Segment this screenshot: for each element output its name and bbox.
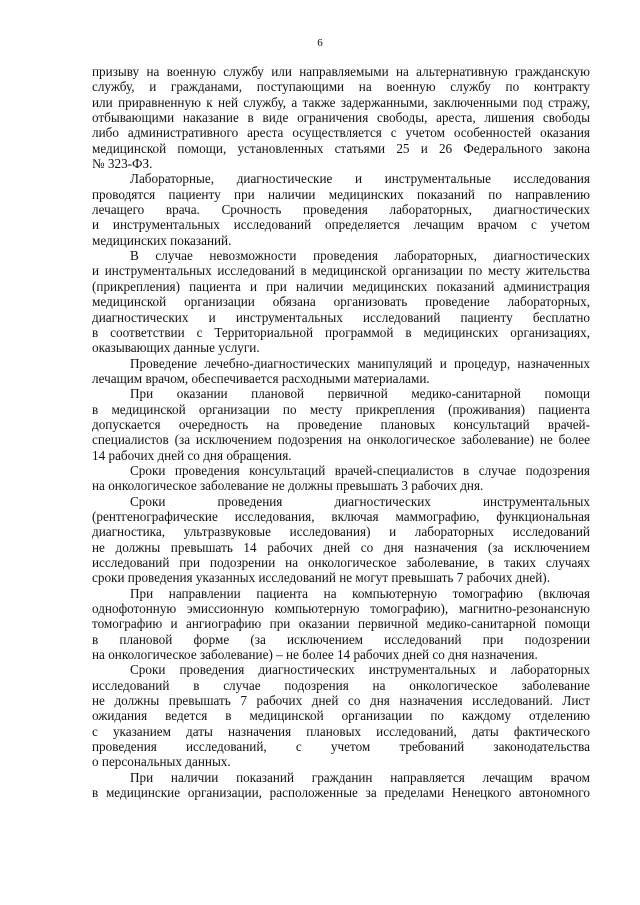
text-line: и инструментальных исследований в медицинской организации по месту жительства	[92, 263, 590, 279]
paragraph	[92, 386, 590, 463]
text-line: исследований при подозрении на онкологическое заболевание, в таких случаях	[92, 555, 590, 570]
text-line: лечащим врачом, обеспечивается расходными материалами.	[92, 370, 430, 386]
text-line: или приравненную к ней службу, а также задержанными, заключенными под стражу,	[92, 94, 590, 110]
text-line: диагностика, ультразвуковые исследования) и лабораторных исследований	[92, 524, 590, 540]
text-line: При направлении пациента на компьютерную томографию (включая	[130, 585, 590, 601]
text-line: однофотонную эмиссионную компьютерную томографию), магнитно-резонансную	[92, 601, 590, 617]
text-line: Сроки проведения диагностических инструментальных	[130, 493, 590, 509]
text-line: медицинской помощи, установленных статьями 25 и 26 Федерального закона	[92, 140, 590, 156]
text-line: диагностических и инструментальных исследований пациенту бесплатно	[92, 309, 590, 325]
text-line: В случае невозможности проведения лабораторных, диагностических	[130, 248, 590, 264]
text-line: о персональных данных.	[92, 754, 231, 770]
text-line: (прикрепления) пациента и при наличии медицинских показаний администрация	[92, 278, 590, 294]
text-line: проведения исследований, с учетом требований законодательства	[92, 739, 590, 755]
paragraph	[92, 356, 590, 387]
paragraph	[92, 248, 590, 355]
text-line: службу, и гражданами, поступающими на военную службу по контракту	[92, 79, 590, 95]
paragraph	[92, 463, 590, 494]
text-line: оказывающих данные услуги.	[92, 340, 260, 356]
text-line: Лабораторные, диагностические и инструментальные исследования	[130, 171, 590, 187]
text-line: Сроки проведения диагностических инструментальных и лабораторных	[130, 662, 590, 678]
paragraph	[92, 770, 590, 801]
text-line: 14 рабочих дней со дня обращения.	[92, 447, 292, 463]
paragraph	[92, 64, 590, 171]
text-line: При наличии показаний гражданин направляется лечащим врачом	[130, 769, 590, 785]
text-line: в медицинские организации, расположенные за пределами Ненецкого автономного	[92, 785, 590, 801]
text-line: на онкологическое заболевание) – не более 14 рабочих дней со дня назначения.	[92, 647, 538, 663]
text-line: ожидания ведется в медицинской организации по каждому отделению	[92, 708, 590, 724]
text-line: отбывающими наказание в виде ограничения свободы, ареста, лишения свободы	[92, 110, 590, 126]
text-line: При оказании плановой первичной медико-санитарной помощи	[130, 386, 590, 402]
document-body	[92, 64, 590, 801]
text-line: № 323-ФЗ.	[92, 156, 153, 172]
text-line: исследований в случае подозрения на онкологическое заболевание	[92, 677, 590, 693]
paragraph	[92, 171, 590, 248]
text-line: лечащего врача. Срочность проведения лабораторных, диагностических	[92, 202, 590, 218]
page-number: 6	[317, 37, 323, 49]
paragraph	[92, 494, 590, 586]
text-line: в соответствии с Территориальной программой в медицинских организациях,	[92, 324, 590, 340]
text-line: в медицинской организации по месту прикрепления (проживания) пациента	[92, 401, 590, 417]
text-line: (рентгенографические исследования, включая маммографию, функциональная	[92, 508, 590, 524]
text-line: либо административного ареста осуществляется с учетом особенностей оказания	[92, 125, 590, 141]
text-line: медицинских показаний.	[92, 232, 232, 248]
text-line: с указанием даты назначения плановых исследований, даты фактического	[92, 723, 590, 739]
paragraph	[92, 662, 590, 769]
text-line: Проведение лечебно-диагностических манипуляций и процедур, назначенных	[130, 355, 590, 371]
text-line: специалистов (за исключением подозрения на онкологическое заболевание) не более	[92, 432, 590, 448]
text-line: не должны превышать 7 рабочих дней со дня назначения исследований. Лист	[92, 693, 590, 709]
text-line: медицинской организации обязана организовать проведение лабораторных,	[92, 294, 590, 310]
text-line: призыву на военную службу или направляемыми на альтернативную гражданскую	[92, 64, 590, 79]
text-line: не должны превышать 14 рабочих дней со дня назначения (за исключением	[92, 539, 590, 555]
text-line: сроки проведения указанных исследований не могут превышать 7 рабочих дней).	[92, 570, 550, 586]
text-line: в плановой форме (за исключением исследований при подозрении	[92, 631, 590, 647]
paragraph	[92, 586, 590, 663]
text-line: и инструментальных исследований определяется лечащим врачом с учетом	[92, 217, 590, 233]
text-line: на онкологическое заболевание не должны превышать 3 рабочих дня.	[92, 478, 484, 494]
text-line: томографию и ангиографию при оказании первичной медико-санитарной помощи	[92, 616, 590, 632]
text-line: допускается очередность на проведение плановых консультаций врачей-	[92, 416, 590, 432]
text-line: проводятся пациенту при наличии медицинских показаний по направлению	[92, 186, 590, 202]
text-line: Сроки проведения консультаций врачей-специалистов в случае подозрения	[130, 462, 590, 478]
